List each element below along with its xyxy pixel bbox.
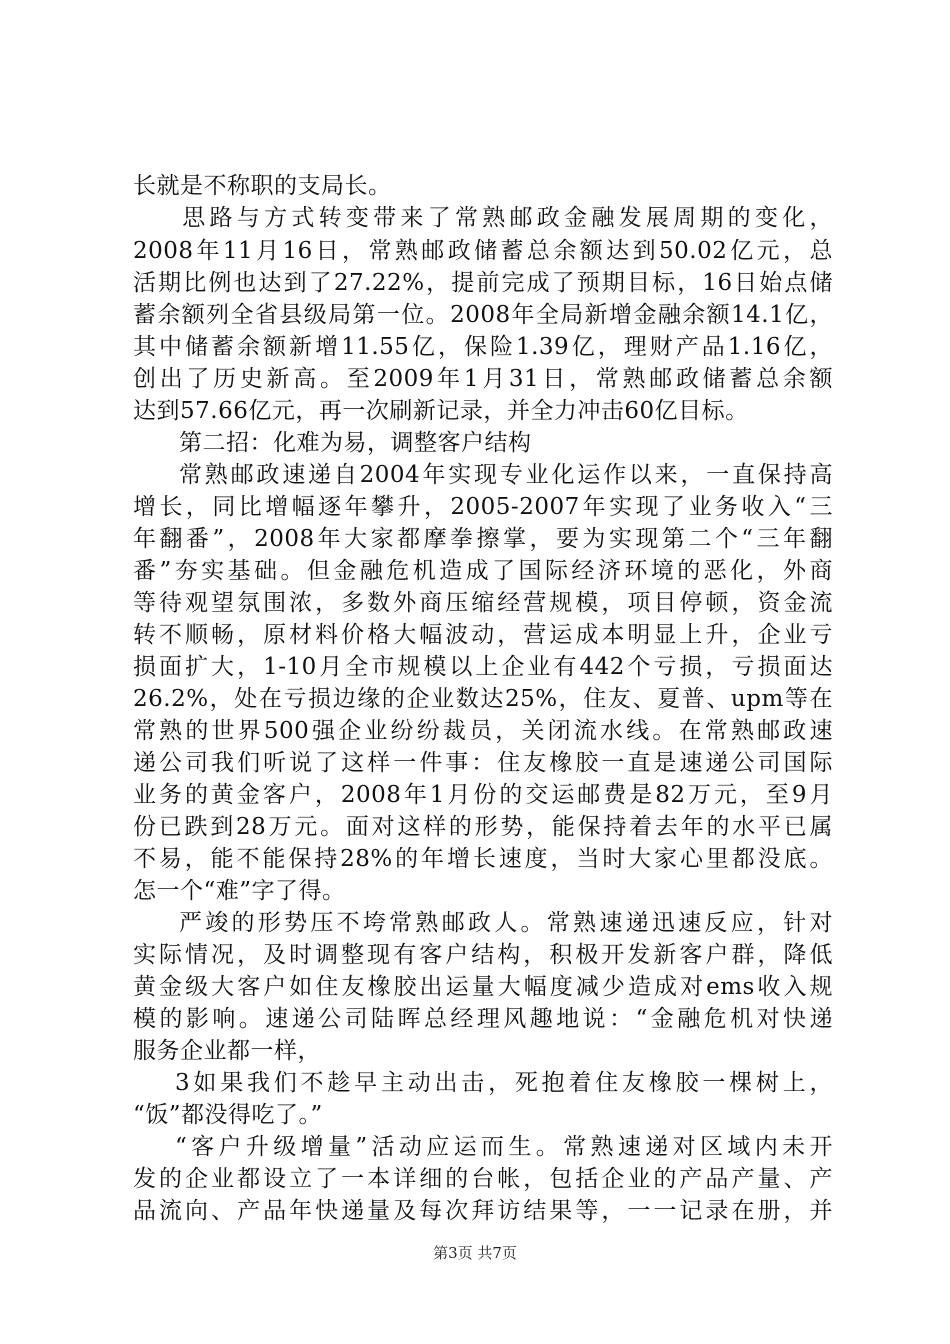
text-line: 转不顺畅，原材料价格大幅波动，营运成本明显上升，企业亏 xyxy=(133,622,833,648)
text-line: 活期比例也达到了27.22%，提前完成了预期目标，16日始点储 xyxy=(133,270,833,296)
text-line: 等待观望氛围浓，多数外商压缩经营规模，项目停顿，资金流 xyxy=(133,590,833,616)
text-line: 2008年11月16日，常熟邮政储蓄总余额达到50.02亿元，总 xyxy=(133,238,833,264)
text-line: 业务的黄金客户，2008年1月份的交运邮费是82万元，至9月 xyxy=(133,782,833,808)
page-number-footer: 第3页 共7页 xyxy=(433,1244,517,1262)
section-heading: 第二招：化难为易，调整客户结构 xyxy=(179,430,532,456)
text-line: 品流向、产品年快递量及每次拜访结果等，一一记录在册，并 xyxy=(133,1198,833,1224)
text-line: 26.2%，处在亏损边缘的企业数达25%，住友、夏普、upm等在 xyxy=(133,686,833,712)
text-line: 3如果我们不趁早主动出击，死抱着住友橡胶一棵树上， xyxy=(175,1070,833,1096)
text-line: 年翻番”，2008年大家都摩拳擦掌，要为实现第二个“三年翻 xyxy=(133,526,833,552)
text-line: 长就是不称职的支局长。 xyxy=(133,173,392,199)
text-line: 严竣的形势压不垮常熟邮政人。常熟速递迅速反应，针对 xyxy=(179,910,833,936)
text-line: 黄金级大客户如住友橡胶出运量大幅度减少造成对ems收入规 xyxy=(133,974,833,1000)
text-line: 服务企业都一样， xyxy=(133,1038,321,1064)
text-line: “客户升级增量”活动应运而生。常熟速递对区域内未开 xyxy=(175,1134,833,1160)
text-line: 实际情况，及时调整现有客户结构，积极开发新客户群，降低 xyxy=(133,942,833,968)
text-line: 番”夯实基础。但金融危机造成了国际经济环境的恶化，外商 xyxy=(133,558,833,584)
text-line: 怎一个“难”字了得。 xyxy=(133,878,346,904)
text-line: 思路与方式转变带来了常熟邮政金融发展周期的变化， xyxy=(155,205,833,231)
text-line: 达到57.66亿元，再一次刷新记录，并全力冲击60亿目标。 xyxy=(133,398,749,424)
text-line: 常熟邮政速递自2004年实现专业化运作以来，一直保持高 xyxy=(179,462,833,488)
text-line: “饭”都没得吃了。” xyxy=(133,1102,323,1128)
text-line: 常熟的世界500强企业纷纷裁员，关闭流水线。在常熟邮政速 xyxy=(133,718,833,744)
text-line: 增长，同比增幅逐年攀升，2005-2007年实现了业务收入“三 xyxy=(133,494,833,520)
text-line: 份已跌到28万元。面对这样的形势，能保持着去年的水平已属 xyxy=(133,814,833,840)
text-line: 蓄余额列全省县级局第一位。2008年全局新增金融余额14.1亿， xyxy=(133,302,833,328)
text-line: 损面扩大，1-10月全市规模以上企业有442个亏损，亏损面达 xyxy=(133,654,833,680)
text-line: 其中储蓄余额新增11.55亿，保险1.39亿，理财产品1.16亿， xyxy=(133,334,833,360)
text-line: 不易，能不能保持28%的年增长速度，当时大家心里都没底。 xyxy=(133,846,833,872)
text-line: 发的企业都设立了一本详细的台帐，包括企业的产品产量、产 xyxy=(133,1166,833,1192)
text-line: 递公司我们听说了这样一件事：住友橡胶一直是速递公司国际 xyxy=(133,750,833,776)
text-line: 创出了历史新高。至2009年1月31日，常熟邮政储蓄总余额 xyxy=(133,366,833,392)
text-line: 模的影响。速递公司陆晖总经理风趣地说：“金融危机对快递 xyxy=(133,1006,833,1032)
